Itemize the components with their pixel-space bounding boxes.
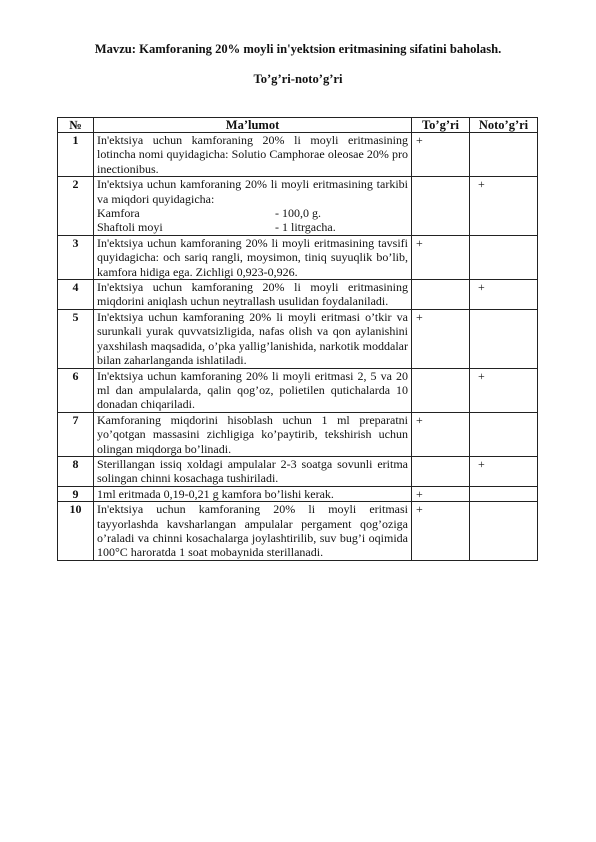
table-header-row <box>58 118 538 133</box>
header-correct: To’g’ri <box>412 118 470 133</box>
row-incorrect-mark <box>470 309 538 368</box>
row-text: 1ml eritmada 0,19-0,21 g kamfora bo’lishi kerak. <box>94 486 412 501</box>
row-number: 10 <box>58 502 94 561</box>
row-number: 7 <box>58 412 94 456</box>
row-text: In'ektsiya uchun kamforaning 20% li moyli eritmasining tarkibi va miqdori quyidagicha: <box>97 177 408 206</box>
row-correct-mark: + <box>412 412 470 456</box>
row-correct-mark: + <box>412 133 470 177</box>
row-incorrect-mark <box>470 412 538 456</box>
table-row <box>58 177 538 236</box>
table-row <box>58 456 538 486</box>
document-subtitle: To’g’ri-noto’g’ri <box>253 72 343 86</box>
ingredient-amount: - 100,0 g. <box>275 206 321 221</box>
row-text: In'ektsiya uchun kamforaning 20% li moyli eritmasi 2, 5 va 20 ml dan ampulalarda, qalin qog’oz, polietilen qutichalarda 10 donadan chiqariladi. <box>94 368 412 412</box>
row-correct-mark <box>412 177 470 236</box>
header-info: Ma’lumot <box>94 118 412 133</box>
row-correct-mark <box>412 280 470 310</box>
header-number: № <box>58 118 94 133</box>
row-number: 6 <box>58 368 94 412</box>
row-incorrect-mark: + <box>470 280 538 310</box>
ingredient-name: Kamfora <box>97 206 140 221</box>
row-incorrect-mark: + <box>470 368 538 412</box>
table-row <box>58 133 538 177</box>
row-text: In'ektsiya uchun kamforaning 20% li moyli eritmasining lotincha nomi quyidagicha: Solutio Camphorae oleosae 20% pro inectionibus. <box>94 133 412 177</box>
row-correct-mark <box>412 456 470 486</box>
row-number: 9 <box>58 486 94 501</box>
row-text-cell <box>94 177 412 236</box>
row-text: Sterillangan issiq xoldagi ampulalar 2-3 soatga sovunli eritma solingan chinni kosachaga tushiriladi. <box>94 456 412 486</box>
row-incorrect-mark <box>470 235 538 279</box>
row-correct-mark: + <box>412 235 470 279</box>
table-row <box>58 412 538 456</box>
ingredient-amount: - 1 litrgacha. <box>275 220 336 235</box>
row-correct-mark <box>412 368 470 412</box>
row-text: In'ektsiya uchun kamforaning 20% li moyli eritmasining miqdorini aniqlash uchun neytrallash usulidan foydalaniladi. <box>94 280 412 310</box>
row-number: 2 <box>58 177 94 236</box>
header-incorrect: Noto’g’ri <box>470 118 538 133</box>
table-row <box>58 502 538 561</box>
true-false-table <box>57 117 538 561</box>
row-number: 3 <box>58 235 94 279</box>
table-row <box>58 235 538 279</box>
row-text: In'ektsiya uchun kamforaning 20% li moyli eritmasi o’tkir va surunkali yurak quvvatsizligida, nafas olish va qon aylanishini yaxshilash maqsadida, o’pka yallig’lanishida, narkotik moddalar bilan zaharlanganda ishlatiladi. <box>94 309 412 368</box>
row-correct-mark: + <box>412 502 470 561</box>
composition-line <box>97 206 408 220</box>
document-title: Mavzu: Kamforaning 20% moyli in'yektsion eritmasining sifatini baholash. <box>94 42 502 56</box>
table-row <box>58 368 538 412</box>
row-text: Kamforaning miqdorini hisoblash uchun 1 ml preparatni yo’qotgan massasini zichligiga ko’paytirib, tekshirish uchun olingan miqdorga bo’linadi. <box>94 412 412 456</box>
ingredient-name: Shaftoli moyi <box>97 220 163 235</box>
table-row <box>58 280 538 310</box>
row-number: 1 <box>58 133 94 177</box>
row-incorrect-mark: + <box>470 456 538 486</box>
row-correct-mark: + <box>412 309 470 368</box>
row-number: 4 <box>58 280 94 310</box>
row-incorrect-mark <box>470 502 538 561</box>
row-incorrect-mark <box>470 133 538 177</box>
row-number: 5 <box>58 309 94 368</box>
row-correct-mark: + <box>412 486 470 501</box>
row-text: In'ektsiya uchun kamforaning 20% li moyli eritmasining tavsifi quyidagicha: och sariq rangli, moysimon, tiniq suyuqlik bo’lib, kamfora hidiga ega. Zichligi 0,923-0,926. <box>94 235 412 279</box>
row-incorrect-mark: + <box>470 177 538 236</box>
row-number: 8 <box>58 456 94 486</box>
row-incorrect-mark <box>470 486 538 501</box>
composition-line <box>97 220 408 234</box>
table-row <box>58 486 538 501</box>
row-text: In'ektsiya uchun kamforaning 20% li moyli eritmasi tayyorlashda kavsharlangan ampulalar pergament qog’oziga o’raladi va chinni kosachalarga joylashtirilib, suv bug’i oqimida 100°C haroratda 1 soat mobaynida sterillanadi. <box>94 502 412 561</box>
table-row <box>58 309 538 368</box>
